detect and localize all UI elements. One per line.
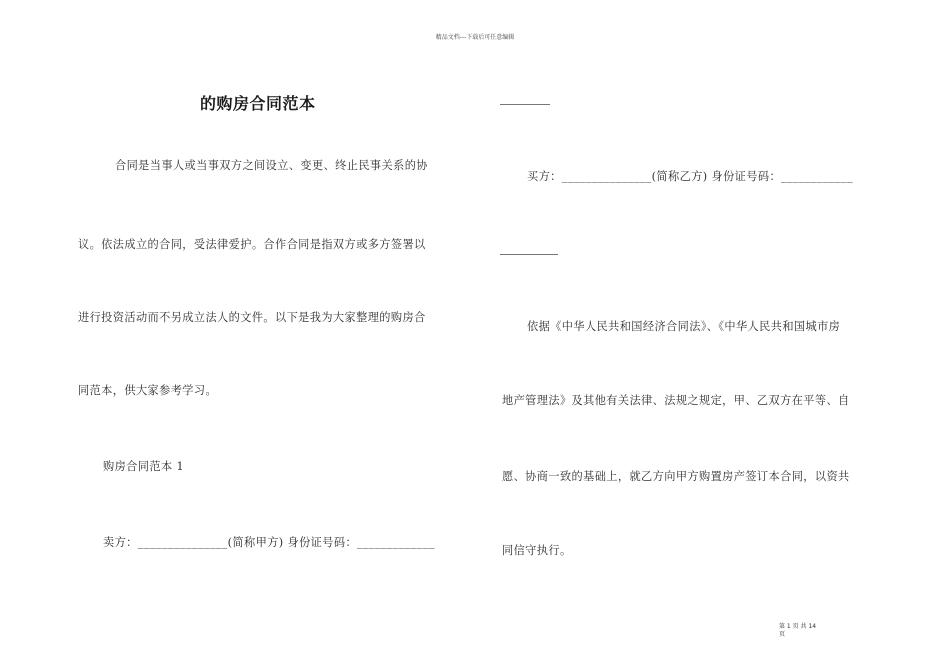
paragraph-line: 地产管理法》及其他有关法律、法规之规定，甲、乙双方在平等、自 bbox=[502, 394, 850, 407]
blank-underline bbox=[500, 254, 558, 255]
paragraph-line: 愿、协商一致的基础上，就乙方向甲方购置房产签订本合同，以资共 bbox=[502, 470, 850, 483]
paragraph-line: 议。依法成立的合同，受法律爱护。合作合同是指双方或多方签署以 bbox=[78, 238, 426, 251]
seller-line: 卖方：_______________(简称甲方) 身份证号码：_____________ bbox=[103, 536, 435, 549]
buyer-line: 买方：_______________(简称乙方) 身份证号码：____________ bbox=[527, 170, 853, 183]
paragraph-line: 同信守执行。 bbox=[502, 544, 572, 557]
paragraph-line: 同范本，供大家参考学习。 bbox=[78, 384, 218, 397]
page-number-suffix: 页 bbox=[779, 631, 786, 638]
paragraph-line: 合同是当事人或当事双方之间设立、变更、终止民事关系的协 bbox=[115, 159, 428, 172]
section-heading: 购房合同范本 1 bbox=[103, 460, 184, 473]
blank-underline bbox=[500, 104, 550, 105]
paragraph-line: 进行投资活动而不另成立法人的文件。以下是我为大家整理的购房合 bbox=[78, 311, 426, 324]
page-number: 第 1 页 共 14 bbox=[779, 623, 817, 630]
document-title: 的购房合同范本 bbox=[200, 94, 316, 113]
page-footer bbox=[779, 623, 816, 639]
header-note: 精品文档---下载后可任意编辑 bbox=[435, 34, 515, 41]
paragraph-line: 依据《中华人民共和国经济合同法》、《中华人民共和国城市房 bbox=[527, 320, 841, 333]
